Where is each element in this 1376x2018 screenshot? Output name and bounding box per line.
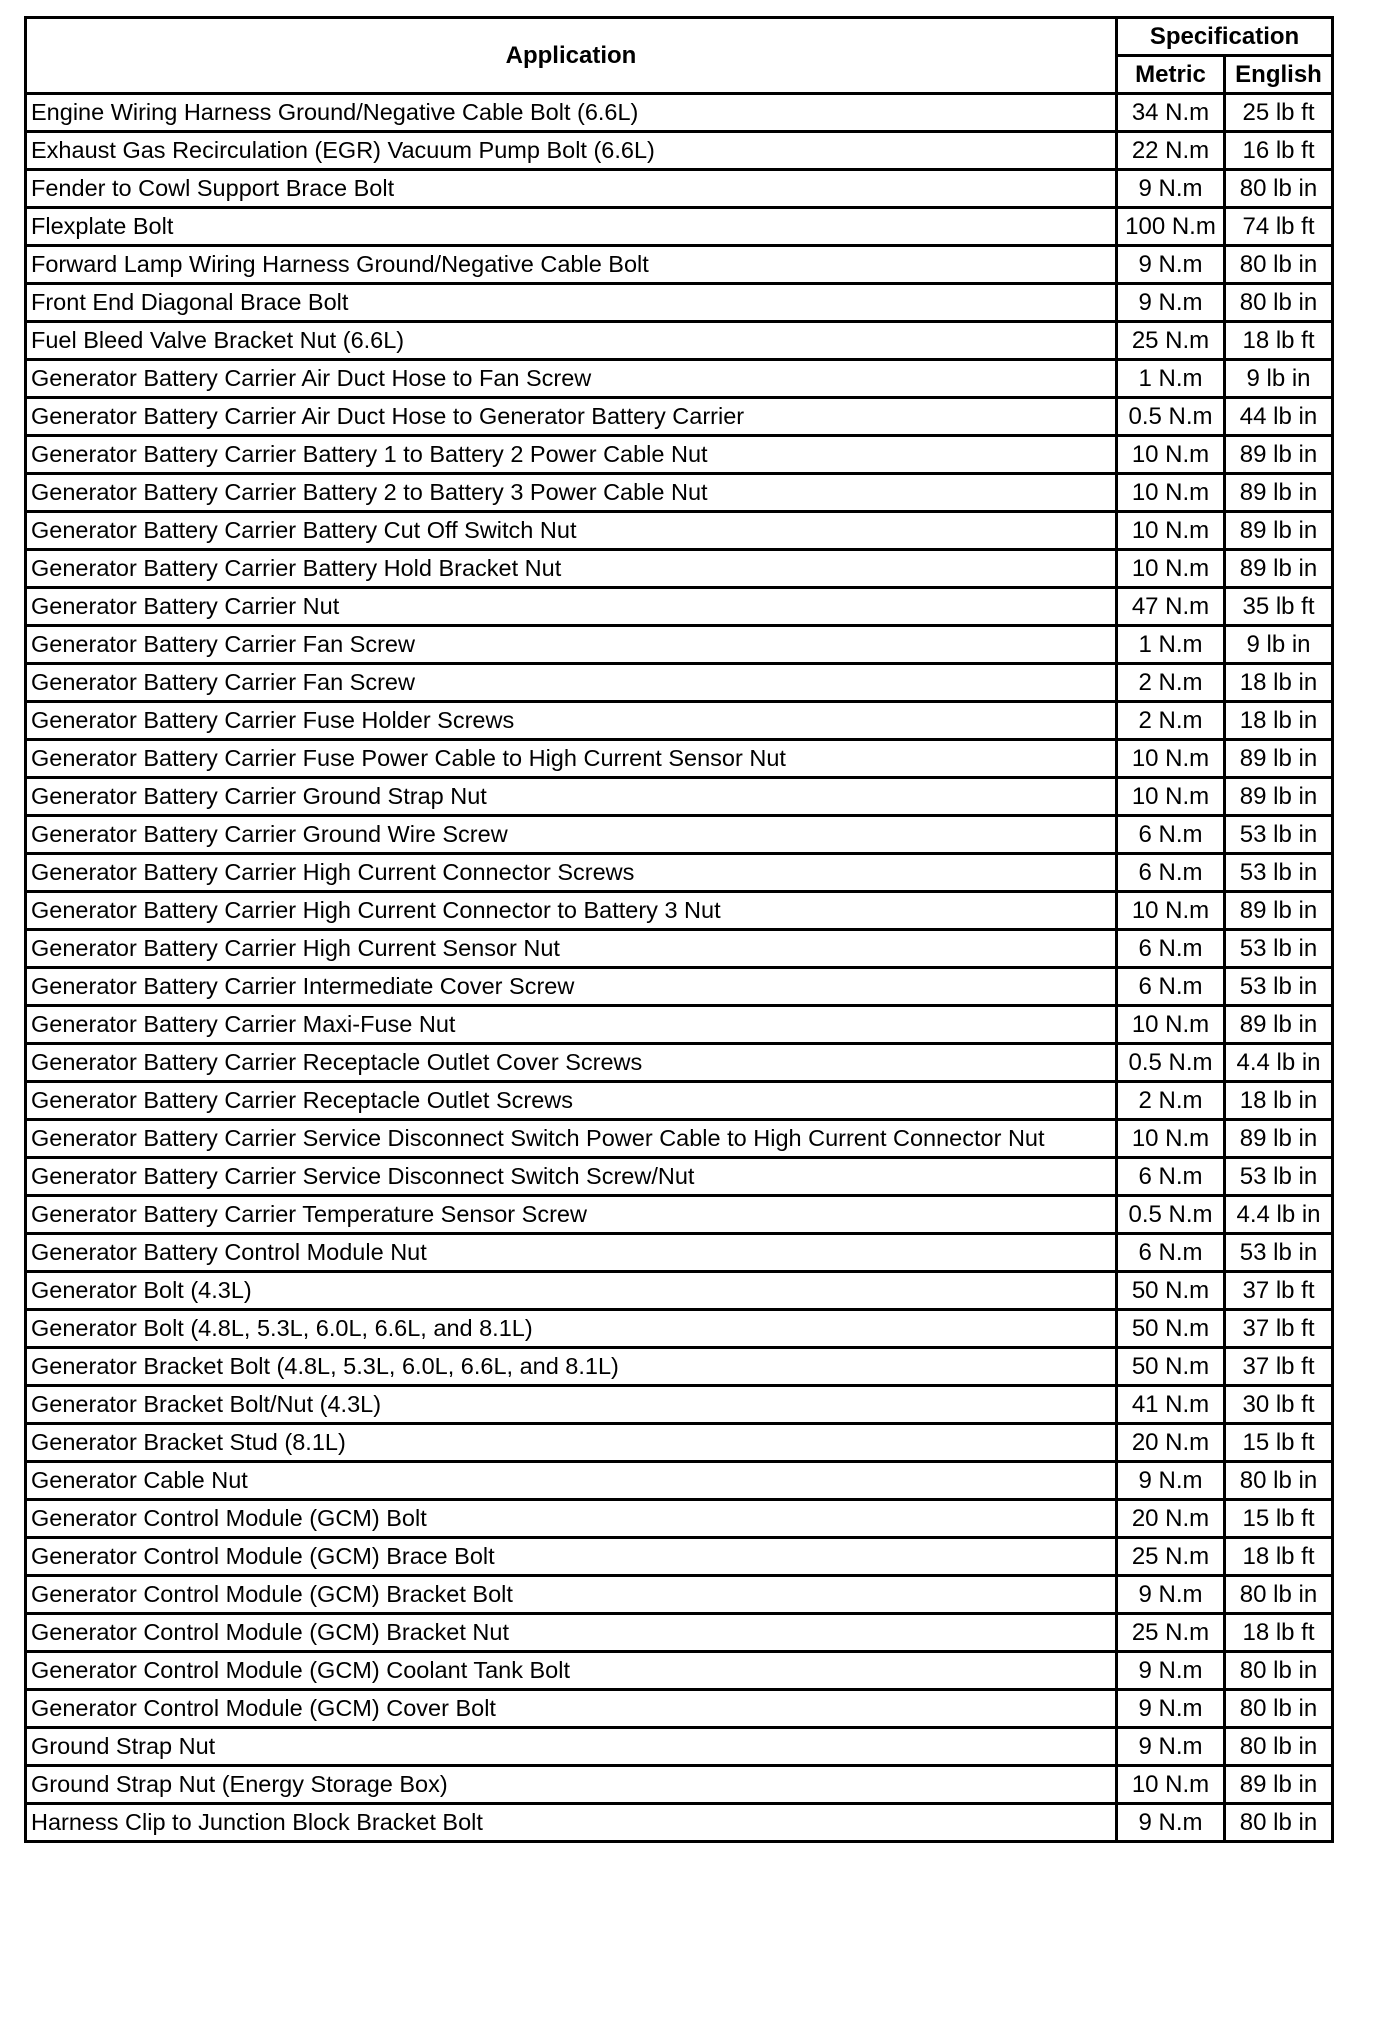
table-row xyxy=(26,1652,1333,1690)
table-row xyxy=(26,1614,1333,1652)
table-row xyxy=(26,930,1333,968)
metric-value-cell: 6 N.m xyxy=(1117,968,1225,1006)
metric-value-cell: 10 N.m xyxy=(1117,1120,1225,1158)
english-value-cell: 89 lb in xyxy=(1225,436,1333,474)
english-value-cell: 30 lb ft xyxy=(1225,1386,1333,1424)
application-cell: Generator Control Module (GCM) Cover Bolt xyxy=(26,1690,1117,1728)
application-cell: Generator Battery Control Module Nut xyxy=(26,1234,1117,1272)
english-value-cell: 53 lb in xyxy=(1225,816,1333,854)
table-row xyxy=(26,1082,1333,1120)
english-value-cell: 9 lb in xyxy=(1225,360,1333,398)
metric-value-cell: 9 N.m xyxy=(1117,1690,1225,1728)
application-cell: Fender to Cowl Support Brace Bolt xyxy=(26,170,1117,208)
application-cell: Generator Battery Carrier Ground Strap Nut xyxy=(26,778,1117,816)
metric-value-cell: 100 N.m xyxy=(1117,208,1225,246)
metric-value-cell: 9 N.m xyxy=(1117,1576,1225,1614)
application-cell: Generator Battery Carrier Service Disconnect Switch Power Cable to High Current Connector Nut xyxy=(26,1120,1117,1158)
metric-value-cell: 10 N.m xyxy=(1117,892,1225,930)
table-row xyxy=(26,588,1333,626)
english-value-cell: 80 lb in xyxy=(1225,1690,1333,1728)
table-row xyxy=(26,968,1333,1006)
application-header: Application xyxy=(26,18,1117,94)
table-row xyxy=(26,1196,1333,1234)
metric-value-cell: 9 N.m xyxy=(1117,1652,1225,1690)
metric-value-cell: 9 N.m xyxy=(1117,1462,1225,1500)
table-row xyxy=(26,892,1333,930)
metric-value-cell: 20 N.m xyxy=(1117,1500,1225,1538)
table-row xyxy=(26,1158,1333,1196)
application-cell: Generator Battery Carrier Air Duct Hose to Fan Screw xyxy=(26,360,1117,398)
table-row xyxy=(26,1538,1333,1576)
table-row xyxy=(26,702,1333,740)
english-value-cell: 89 lb in xyxy=(1225,550,1333,588)
application-cell: Generator Battery Carrier Battery Cut Off Switch Nut xyxy=(26,512,1117,550)
english-value-cell: 80 lb in xyxy=(1225,1652,1333,1690)
english-value-cell: 18 lb in xyxy=(1225,1082,1333,1120)
table-row xyxy=(26,1766,1333,1804)
application-cell: Generator Cable Nut xyxy=(26,1462,1117,1500)
application-cell: Generator Battery Carrier Fan Screw xyxy=(26,664,1117,702)
metric-value-cell: 9 N.m xyxy=(1117,170,1225,208)
english-value-cell: 89 lb in xyxy=(1225,474,1333,512)
metric-value-cell: 10 N.m xyxy=(1117,512,1225,550)
application-cell: Forward Lamp Wiring Harness Ground/Negative Cable Bolt xyxy=(26,246,1117,284)
application-cell: Generator Bolt (4.8L, 5.3L, 6.0L, 6.6L, and 8.1L) xyxy=(26,1310,1117,1348)
english-header: English xyxy=(1225,56,1333,94)
table-row xyxy=(26,284,1333,322)
metric-value-cell: 25 N.m xyxy=(1117,1538,1225,1576)
application-cell: Generator Battery Carrier Nut xyxy=(26,588,1117,626)
english-value-cell: 18 lb ft xyxy=(1225,1538,1333,1576)
application-cell: Generator Battery Carrier Temperature Sensor Screw xyxy=(26,1196,1117,1234)
english-value-cell: 80 lb in xyxy=(1225,1576,1333,1614)
english-value-cell: 44 lb in xyxy=(1225,398,1333,436)
english-value-cell: 80 lb in xyxy=(1225,1804,1333,1842)
metric-value-cell: 25 N.m xyxy=(1117,1614,1225,1652)
english-value-cell: 80 lb in xyxy=(1225,1462,1333,1500)
english-value-cell: 18 lb in xyxy=(1225,664,1333,702)
table-row xyxy=(26,816,1333,854)
metric-value-cell: 0.5 N.m xyxy=(1117,398,1225,436)
metric-value-cell: 10 N.m xyxy=(1117,1006,1225,1044)
english-value-cell: 89 lb in xyxy=(1225,1006,1333,1044)
metric-value-cell: 2 N.m xyxy=(1117,664,1225,702)
table-row xyxy=(26,1690,1333,1728)
english-value-cell: 53 lb in xyxy=(1225,1234,1333,1272)
english-value-cell: 53 lb in xyxy=(1225,854,1333,892)
application-cell: Generator Battery Carrier Fuse Power Cable to High Current Sensor Nut xyxy=(26,740,1117,778)
english-value-cell: 25 lb ft xyxy=(1225,94,1333,132)
application-cell: Generator Control Module (GCM) Coolant Tank Bolt xyxy=(26,1652,1117,1690)
application-cell: Generator Battery Carrier Ground Wire Screw xyxy=(26,816,1117,854)
english-value-cell: 80 lb in xyxy=(1225,1728,1333,1766)
table-row xyxy=(26,170,1333,208)
application-cell: Generator Battery Carrier Intermediate Cover Screw xyxy=(26,968,1117,1006)
english-value-cell: 18 lb ft xyxy=(1225,1614,1333,1652)
application-cell: Generator Bracket Stud (8.1L) xyxy=(26,1424,1117,1462)
table-row xyxy=(26,1386,1333,1424)
application-cell: Generator Battery Carrier Battery 1 to Battery 2 Power Cable Nut xyxy=(26,436,1117,474)
table-row xyxy=(26,1462,1333,1500)
table-row xyxy=(26,474,1333,512)
metric-value-cell: 6 N.m xyxy=(1117,930,1225,968)
metric-value-cell: 6 N.m xyxy=(1117,854,1225,892)
table-row xyxy=(26,626,1333,664)
english-value-cell: 35 lb ft xyxy=(1225,588,1333,626)
table-row xyxy=(26,132,1333,170)
metric-value-cell: 50 N.m xyxy=(1117,1310,1225,1348)
metric-value-cell: 1 N.m xyxy=(1117,626,1225,664)
table-row xyxy=(26,360,1333,398)
english-value-cell: 37 lb ft xyxy=(1225,1310,1333,1348)
table-row xyxy=(26,1006,1333,1044)
metric-value-cell: 9 N.m xyxy=(1117,284,1225,322)
metric-value-cell: 6 N.m xyxy=(1117,816,1225,854)
metric-value-cell: 41 N.m xyxy=(1117,1386,1225,1424)
application-cell: Generator Control Module (GCM) Bracket Bolt xyxy=(26,1576,1117,1614)
english-value-cell: 15 lb ft xyxy=(1225,1424,1333,1462)
table-row xyxy=(26,1272,1333,1310)
english-value-cell: 53 lb in xyxy=(1225,968,1333,1006)
metric-value-cell: 22 N.m xyxy=(1117,132,1225,170)
metric-value-cell: 10 N.m xyxy=(1117,474,1225,512)
application-cell: Generator Control Module (GCM) Brace Bolt xyxy=(26,1538,1117,1576)
application-cell: Generator Battery Carrier Fan Screw xyxy=(26,626,1117,664)
metric-value-cell: 9 N.m xyxy=(1117,1804,1225,1842)
table-row xyxy=(26,398,1333,436)
metric-value-cell: 10 N.m xyxy=(1117,550,1225,588)
table-row xyxy=(26,1044,1333,1082)
english-value-cell: 80 lb in xyxy=(1225,170,1333,208)
table-row xyxy=(26,1310,1333,1348)
table-row xyxy=(26,1804,1333,1842)
english-value-cell: 9 lb in xyxy=(1225,626,1333,664)
metric-value-cell: 50 N.m xyxy=(1117,1348,1225,1386)
english-value-cell: 18 lb in xyxy=(1225,702,1333,740)
application-cell: Generator Control Module (GCM) Bracket Nut xyxy=(26,1614,1117,1652)
application-cell: Flexplate Bolt xyxy=(26,208,1117,246)
application-cell: Generator Bolt (4.3L) xyxy=(26,1272,1117,1310)
table-row xyxy=(26,512,1333,550)
english-value-cell: 53 lb in xyxy=(1225,1158,1333,1196)
application-cell: Generator Battery Carrier Receptacle Outlet Screws xyxy=(26,1082,1117,1120)
english-value-cell: 89 lb in xyxy=(1225,1766,1333,1804)
english-value-cell: 80 lb in xyxy=(1225,246,1333,284)
metric-value-cell: 6 N.m xyxy=(1117,1158,1225,1196)
metric-value-cell: 10 N.m xyxy=(1117,778,1225,816)
metric-value-cell: 6 N.m xyxy=(1117,1234,1225,1272)
english-value-cell: 89 lb in xyxy=(1225,778,1333,816)
table-row xyxy=(26,1348,1333,1386)
metric-value-cell: 9 N.m xyxy=(1117,1728,1225,1766)
metric-value-cell: 25 N.m xyxy=(1117,322,1225,360)
application-cell: Generator Bracket Bolt/Nut (4.3L) xyxy=(26,1386,1117,1424)
application-cell: Generator Battery Carrier Maxi-Fuse Nut xyxy=(26,1006,1117,1044)
application-cell: Generator Battery Carrier Fuse Holder Screws xyxy=(26,702,1117,740)
table-row xyxy=(26,740,1333,778)
metric-value-cell: 10 N.m xyxy=(1117,1766,1225,1804)
application-cell: Generator Battery Carrier High Current Sensor Nut xyxy=(26,930,1117,968)
table-row xyxy=(26,550,1333,588)
metric-value-cell: 47 N.m xyxy=(1117,588,1225,626)
english-value-cell: 89 lb in xyxy=(1225,1120,1333,1158)
english-value-cell: 89 lb in xyxy=(1225,740,1333,778)
english-value-cell: 4.4 lb in xyxy=(1225,1044,1333,1082)
table-body xyxy=(26,94,1333,1842)
english-value-cell: 37 lb ft xyxy=(1225,1272,1333,1310)
application-cell: Generator Battery Carrier Battery 2 to Battery 3 Power Cable Nut xyxy=(26,474,1117,512)
metric-value-cell: 1 N.m xyxy=(1117,360,1225,398)
metric-value-cell: 34 N.m xyxy=(1117,94,1225,132)
application-cell: Generator Battery Carrier Air Duct Hose to Generator Battery Carrier xyxy=(26,398,1117,436)
application-cell: Generator Battery Carrier Receptacle Outlet Cover Screws xyxy=(26,1044,1117,1082)
metric-value-cell: 2 N.m xyxy=(1117,1082,1225,1120)
english-value-cell: 4.4 lb in xyxy=(1225,1196,1333,1234)
english-value-cell: 74 lb ft xyxy=(1225,208,1333,246)
english-value-cell: 16 lb ft xyxy=(1225,132,1333,170)
application-cell: Ground Strap Nut xyxy=(26,1728,1117,1766)
english-value-cell: 18 lb ft xyxy=(1225,322,1333,360)
table-row xyxy=(26,1424,1333,1462)
english-value-cell: 15 lb ft xyxy=(1225,1500,1333,1538)
table-row xyxy=(26,854,1333,892)
english-value-cell: 89 lb in xyxy=(1225,512,1333,550)
table-row xyxy=(26,94,1333,132)
application-cell: Generator Battery Carrier Service Disconnect Switch Screw/Nut xyxy=(26,1158,1117,1196)
torque-specification-table xyxy=(24,16,1334,1843)
metric-value-cell: 50 N.m xyxy=(1117,1272,1225,1310)
table-row xyxy=(26,246,1333,284)
metric-value-cell: 0.5 N.m xyxy=(1117,1196,1225,1234)
metric-value-cell: 9 N.m xyxy=(1117,246,1225,284)
table-row xyxy=(26,778,1333,816)
table-row xyxy=(26,664,1333,702)
table-row xyxy=(26,1500,1333,1538)
table-row xyxy=(26,436,1333,474)
application-cell: Generator Battery Carrier High Current Connector to Battery 3 Nut xyxy=(26,892,1117,930)
metric-value-cell: 2 N.m xyxy=(1117,702,1225,740)
application-cell: Ground Strap Nut (Energy Storage Box) xyxy=(26,1766,1117,1804)
metric-value-cell: 10 N.m xyxy=(1117,436,1225,474)
application-cell: Generator Battery Carrier Battery Hold Bracket Nut xyxy=(26,550,1117,588)
table-row xyxy=(26,1728,1333,1766)
metric-value-cell: 20 N.m xyxy=(1117,1424,1225,1462)
table-row xyxy=(26,208,1333,246)
metric-header: Metric xyxy=(1117,56,1225,94)
english-value-cell: 53 lb in xyxy=(1225,930,1333,968)
specification-header: Specification xyxy=(1117,18,1333,56)
application-cell: Generator Bracket Bolt (4.8L, 5.3L, 6.0L, 6.6L, and 8.1L) xyxy=(26,1348,1117,1386)
table-row xyxy=(26,322,1333,360)
header-row-top xyxy=(26,18,1333,56)
english-value-cell: 80 lb in xyxy=(1225,284,1333,322)
application-cell: Generator Battery Carrier High Current Connector Screws xyxy=(26,854,1117,892)
application-cell: Generator Control Module (GCM) Bolt xyxy=(26,1500,1117,1538)
application-cell: Exhaust Gas Recirculation (EGR) Vacuum Pump Bolt (6.6L) xyxy=(26,132,1117,170)
english-value-cell: 37 lb ft xyxy=(1225,1348,1333,1386)
application-cell: Front End Diagonal Brace Bolt xyxy=(26,284,1117,322)
application-cell: Fuel Bleed Valve Bracket Nut (6.6L) xyxy=(26,322,1117,360)
metric-value-cell: 0.5 N.m xyxy=(1117,1044,1225,1082)
table-row xyxy=(26,1576,1333,1614)
application-cell: Engine Wiring Harness Ground/Negative Cable Bolt (6.6L) xyxy=(26,94,1117,132)
metric-value-cell: 10 N.m xyxy=(1117,740,1225,778)
table-row xyxy=(26,1120,1333,1158)
application-cell: Harness Clip to Junction Block Bracket Bolt xyxy=(26,1804,1117,1842)
english-value-cell: 89 lb in xyxy=(1225,892,1333,930)
table-row xyxy=(26,1234,1333,1272)
